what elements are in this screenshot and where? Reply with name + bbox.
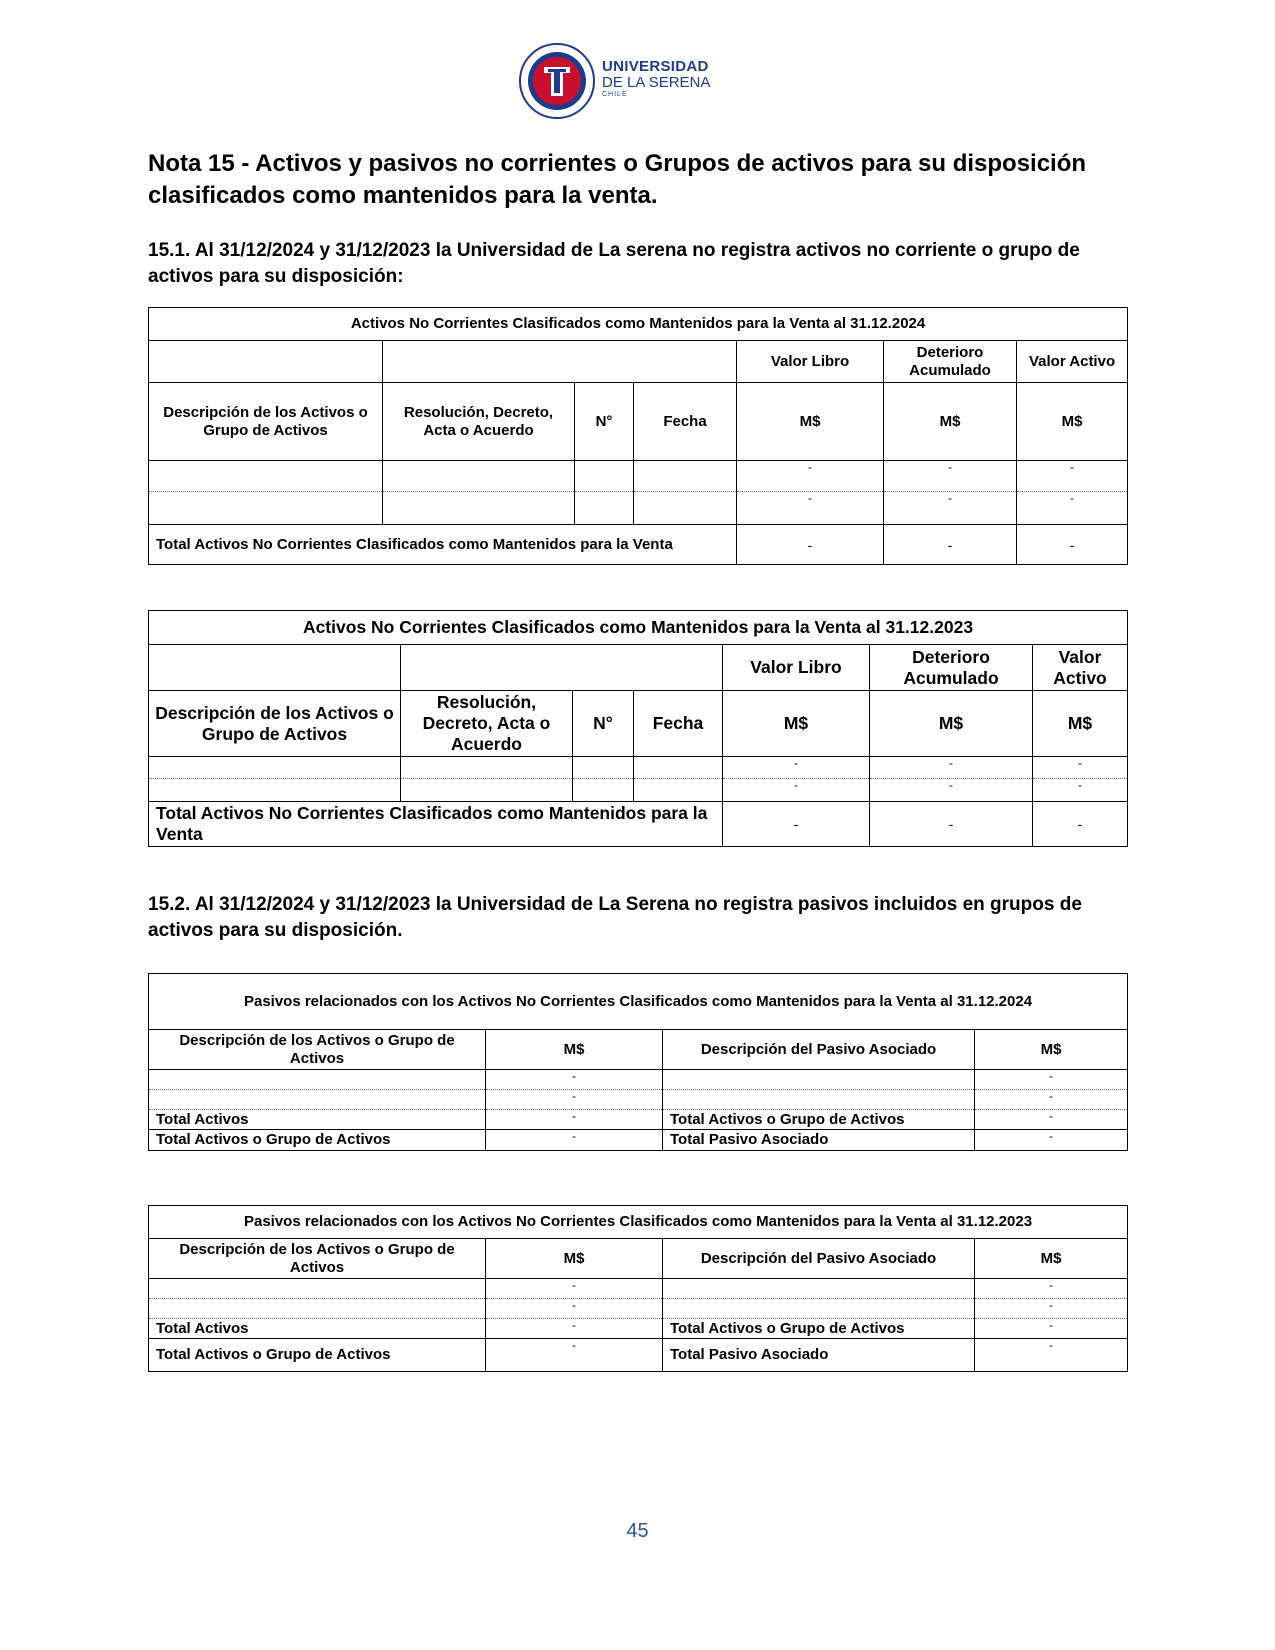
value-cell: - bbox=[486, 1339, 663, 1372]
unit-valor-libro: M$ bbox=[723, 691, 870, 757]
value-cell: - bbox=[486, 1279, 663, 1299]
header-resolucion: Resolución, Decreto, Acta o Acuerdo bbox=[383, 383, 575, 461]
unit-deterioro: M$ bbox=[870, 691, 1033, 757]
value-cell: - bbox=[1033, 757, 1128, 779]
header-unit: M$ bbox=[486, 1030, 663, 1070]
table-title: Activos No Corrientes Clasificados como Mantenidos para la Venta al 31.12.2023 bbox=[149, 611, 1128, 645]
total-value: - bbox=[737, 525, 884, 565]
header-pasivo: Descripción del Pasivo Asociado bbox=[663, 1030, 975, 1070]
value-cell: - bbox=[723, 779, 870, 802]
unit-deterioro: M$ bbox=[884, 383, 1017, 461]
value-cell: - bbox=[1033, 779, 1128, 802]
value-cell: - bbox=[1017, 492, 1128, 525]
total-grupo-label: Total Activos o Grupo de Activos bbox=[663, 1110, 975, 1130]
table-row bbox=[149, 1279, 1128, 1299]
value-cell: - bbox=[486, 1130, 663, 1151]
table-row bbox=[149, 1110, 1128, 1130]
table-row bbox=[149, 1130, 1128, 1151]
value-cell: - bbox=[723, 757, 870, 779]
total-value: - bbox=[1017, 525, 1128, 565]
header-valor-activo: Valor Activo bbox=[1017, 341, 1128, 383]
value-cell: - bbox=[975, 1130, 1128, 1151]
header-fecha: Fecha bbox=[634, 691, 723, 757]
table-title: Activos No Corrientes Clasificados como Mantenidos para la Venta al 31.12.2024 bbox=[149, 308, 1128, 341]
empty-cell bbox=[401, 645, 723, 691]
value-cell: - bbox=[975, 1110, 1128, 1130]
header-descripcion: Descripción de los Activos o Grupo de Activos bbox=[149, 1030, 486, 1070]
logo-line-3: CHILE bbox=[602, 91, 628, 98]
total-grupo-label: Total Activos o Grupo de Activos bbox=[149, 1130, 486, 1151]
table-row bbox=[149, 461, 1128, 492]
liabilities-table-2023 bbox=[148, 1205, 1128, 1372]
total-grupo-label: Total Activos o Grupo de Activos bbox=[149, 1339, 486, 1372]
liabilities-table-2024 bbox=[148, 973, 1128, 1151]
value-cell: - bbox=[884, 492, 1017, 525]
empty-cell bbox=[149, 341, 383, 383]
header-valor-libro: Valor Libro bbox=[723, 645, 870, 691]
value-cell: - bbox=[975, 1339, 1128, 1372]
university-logo bbox=[518, 42, 718, 120]
header-deterioro: Deterioro Acumulado bbox=[884, 341, 1017, 383]
table-row bbox=[149, 1070, 1128, 1090]
total-activos-label: Total Activos bbox=[149, 1319, 486, 1339]
unit-valor-libro: M$ bbox=[737, 383, 884, 461]
table-row bbox=[149, 1319, 1128, 1339]
table-row bbox=[149, 757, 1128, 779]
table-row bbox=[149, 492, 1128, 525]
assets-table-2024 bbox=[148, 307, 1128, 565]
page-number: 45 bbox=[626, 1520, 649, 1542]
total-value: - bbox=[1033, 802, 1128, 847]
logo-line-2: DE LA SERENA bbox=[602, 74, 711, 91]
table-title: Pasivos relacionados con los Activos No Corrientes Clasificados como Mantenidos para la Venta al 31.12.2023 bbox=[149, 1206, 1128, 1239]
value-cell: - bbox=[737, 461, 884, 492]
value-cell: - bbox=[975, 1299, 1128, 1319]
page-title: Nota 15 - Activos y pasivos no corrientes o Grupos de activos para su disposición clasificados como mantenidos para la venta. bbox=[148, 150, 1087, 209]
header-resolucion: Resolución, Decreto, Acta o Acuerdo bbox=[401, 691, 573, 757]
value-cell: - bbox=[870, 779, 1033, 802]
empty-cell bbox=[383, 341, 737, 383]
table-row bbox=[149, 779, 1128, 802]
assets-table-2023 bbox=[148, 610, 1128, 847]
total-pasivo-label: Total Pasivo Asociado bbox=[663, 1339, 975, 1372]
header-valor-libro: Valor Libro bbox=[737, 341, 884, 383]
table-row bbox=[149, 1299, 1128, 1319]
total-activos-label: Total Activos bbox=[149, 1110, 486, 1130]
header-deterioro: Deterioro Acumulado bbox=[870, 645, 1033, 691]
header-numero: N° bbox=[575, 383, 634, 461]
value-cell: - bbox=[870, 757, 1033, 779]
value-cell: - bbox=[486, 1319, 663, 1339]
total-label: Total Activos No Corrientes Clasificados como Mantenidos para la Venta bbox=[149, 525, 737, 565]
total-value: - bbox=[723, 802, 870, 847]
value-cell: - bbox=[1017, 461, 1128, 492]
value-cell: - bbox=[975, 1319, 1128, 1339]
header-descripcion: Descripción de los Activos o Grupo de Activos bbox=[149, 691, 401, 757]
value-cell: - bbox=[486, 1299, 663, 1319]
header-unit: M$ bbox=[975, 1239, 1128, 1279]
header-descripcion: Descripción de los Activos o Grupo de Activos bbox=[149, 1239, 486, 1279]
header-descripcion: Descripción de los Activos o Grupo de Activos bbox=[149, 383, 383, 461]
value-cell: - bbox=[975, 1070, 1128, 1090]
total-label: Total Activos No Corrientes Clasificados como Mantenidos para la Venta bbox=[149, 802, 723, 847]
empty-cell bbox=[149, 645, 401, 691]
header-valor-activo: Valor Activo bbox=[1033, 645, 1128, 691]
value-cell: - bbox=[486, 1070, 663, 1090]
total-grupo-label: Total Activos o Grupo de Activos bbox=[663, 1319, 975, 1339]
header-fecha: Fecha bbox=[634, 383, 737, 461]
value-cell: - bbox=[486, 1110, 663, 1130]
logo-line-1: UNIVERSIDAD bbox=[602, 58, 709, 75]
total-value: - bbox=[870, 802, 1033, 847]
value-cell: - bbox=[975, 1090, 1128, 1110]
table-row bbox=[149, 1339, 1128, 1372]
header-unit: M$ bbox=[486, 1239, 663, 1279]
value-cell: - bbox=[737, 492, 884, 525]
table-title: Pasivos relacionados con los Activos No Corrientes Clasificados como Mantenidos para la Venta al 31.12.2024 bbox=[149, 974, 1128, 1030]
section-15-1-text: 15.1. Al 31/12/2024 y 31/12/2023 la Universidad de La serena no registra activos no corriente o grupo de activos para su disposición: bbox=[148, 240, 1080, 287]
header-pasivo: Descripción del Pasivo Asociado bbox=[663, 1239, 975, 1279]
table-row bbox=[149, 1090, 1128, 1110]
value-cell: - bbox=[975, 1279, 1128, 1299]
unit-valor-activo: M$ bbox=[1033, 691, 1128, 757]
university-seal-icon bbox=[518, 42, 596, 120]
section-15-2-text: 15.2. Al 31/12/2024 y 31/12/2023 la Universidad de La Serena no registra pasivos incluidos en grupos de activos para su disposición. bbox=[148, 894, 1082, 941]
header-numero: N° bbox=[573, 691, 634, 757]
header-unit: M$ bbox=[975, 1030, 1128, 1070]
total-value: - bbox=[884, 525, 1017, 565]
value-cell: - bbox=[884, 461, 1017, 492]
value-cell: - bbox=[486, 1090, 663, 1110]
logo-text bbox=[602, 59, 710, 99]
total-pasivo-label: Total Pasivo Asociado bbox=[663, 1130, 975, 1151]
unit-valor-activo: M$ bbox=[1017, 383, 1128, 461]
